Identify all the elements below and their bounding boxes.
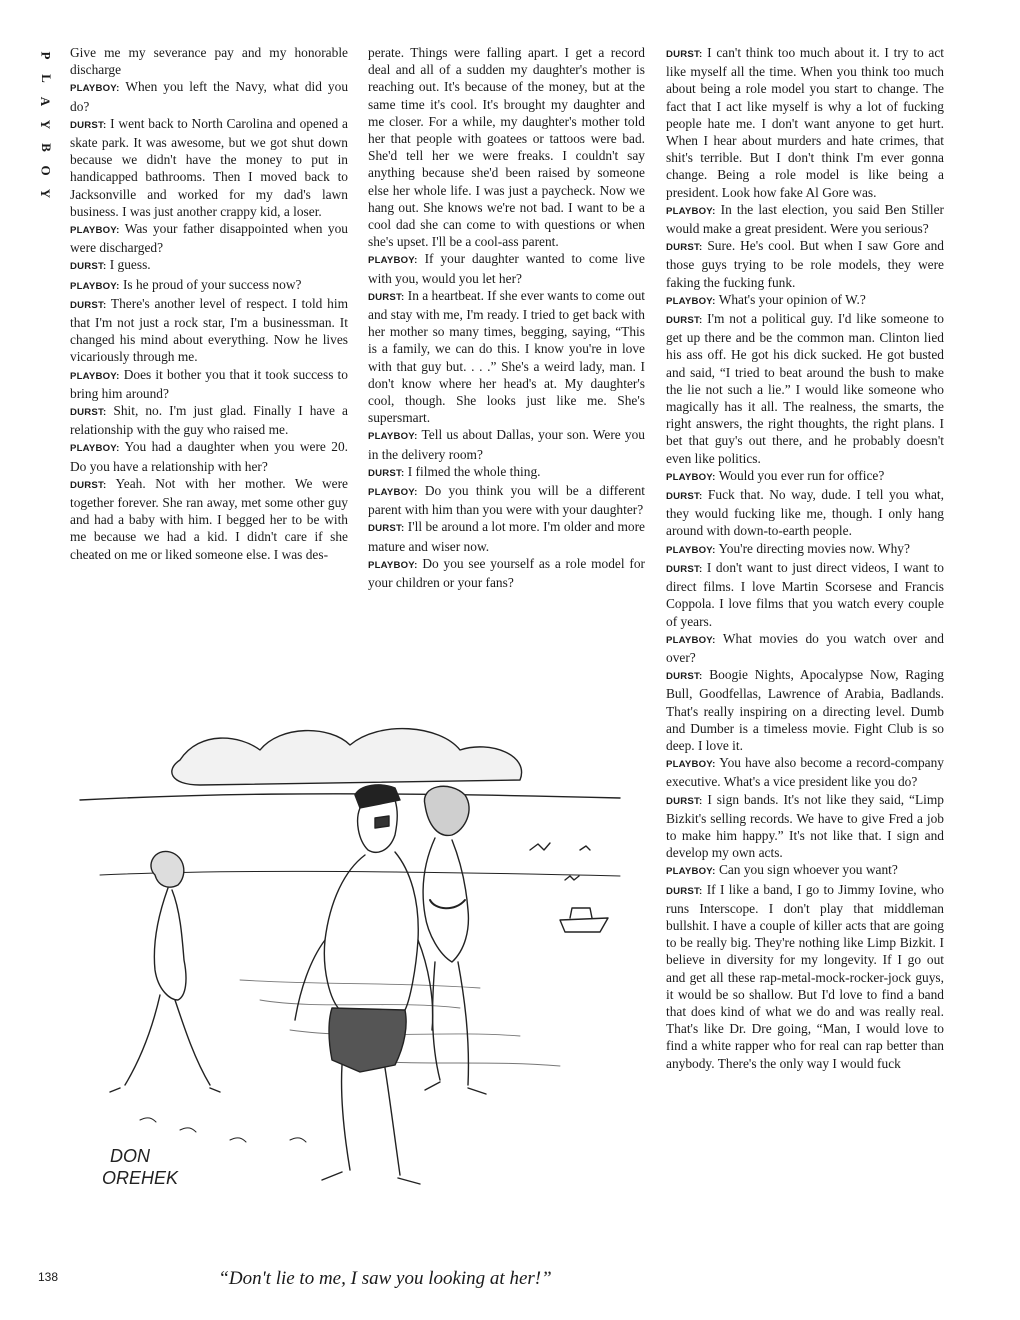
interview-paragraph: [368, 463, 645, 482]
speaker-label: PLAYBOY:: [70, 280, 120, 292]
cartoon-illustration: [60, 700, 645, 1230]
interview-paragraph: [368, 287, 645, 427]
paragraph-text: You have also become a record-company executive. What's a vice president like you do?: [666, 755, 945, 790]
masthead-letter: P: [38, 51, 54, 60]
speaker-label: PLAYBOY:: [70, 83, 120, 95]
paragraph-text: Boogie Nights, Apocalypse Now, Raging Bull, Goodfellas, Lawrence of Arabia, Badlands. That's really inspiring on a directing level. Dumb and Dumber is a timeless movie. Fight Club is so deep. I love it.: [666, 667, 944, 753]
horizon-line: [80, 794, 620, 800]
interview-paragraph: [70, 276, 348, 295]
interview-paragraph: [666, 630, 944, 666]
man-figure: [295, 785, 433, 1184]
speaker-label: DURST:: [70, 479, 107, 491]
speaker-label: PLAYBOY:: [368, 559, 418, 571]
speaker-label: DURST:: [666, 491, 703, 503]
interview-paragraph: [368, 482, 645, 518]
speaker-label: DURST:: [666, 563, 703, 575]
masthead-vertical: [36, 44, 56, 205]
speaker-label: DURST:: [666, 671, 703, 683]
paragraph-text: I can't think too much about it. I try to act like myself all the time. When you think too much about being a role model you start to change. The fact that I act like myself is why a lot of fucking people hate me. I don't want anyone to get hurt. When I hear about murders and hate crimes, that shit's terrible. But I don't think I'm ever gonna change. Being a role model is like being a president. Look how fake Al Gore was.: [666, 45, 944, 200]
interview-paragraph: [70, 402, 348, 438]
paragraph-text: Shit, no. I'm just glad. Finally I have a relationship with the guy who raised me.: [70, 403, 348, 438]
interview-paragraph: [70, 438, 348, 474]
speaker-label: DURST:: [368, 523, 405, 535]
paragraph-text: perate. Things were falling apart. I get a record deal and all of a sudden my daughter's mother is reaching out. It's because of the money, but at the same time it's cool. It's brought my daughter and me closer. For a while, my daughter's mother told her that people with goatees or tattoos were bad. She'd tell her we were freaks. I couldn't say anything because she'd been raised by someone else her whole life. I was just a paycheck. Now we hang out. She knows we're not bad. I want to be a cool dad she can come to with questions or when she's upset. I'll be a cool-ass parent.: [368, 45, 645, 250]
masthead-letter: A: [38, 96, 54, 107]
paragraph-text: You're directing movies now. Why?: [718, 540, 910, 556]
speaker-label: PLAYBOY:: [70, 225, 120, 237]
paragraph-text: What movies do you watch over and over?: [666, 630, 944, 665]
artist-signature: DON: [110, 1146, 150, 1166]
speaker-label: PLAYBOY:: [368, 431, 418, 443]
paragraph-text: I guess.: [109, 257, 151, 273]
paragraph-text: Does it bother you that it took success to bring him around?: [70, 366, 348, 401]
interview-paragraph: [70, 366, 348, 402]
speaker-label: DURST:: [666, 242, 703, 254]
interview-paragraph: [666, 861, 944, 880]
paragraph-text: Was your father disappointed when you were discharged?: [70, 221, 348, 256]
paragraph-text: In a heartbeat. If she ever wants to come out and stay with me, I'm ready. I tried to get back with her mother so many times, begging, saying, “This is a family, we can do this. I know you're in love with that guy but. . . .” She's a weird lady, man. I don't know where her head's at. My daughter's cool, though. She looks just like me. She's supersmart.: [368, 287, 645, 426]
masthead-letter: Y: [38, 188, 54, 199]
interview-paragraph: [666, 291, 944, 310]
interview-paragraph: [666, 237, 944, 291]
speaker-label: PLAYBOY:: [666, 295, 716, 307]
interview-paragraph: [70, 295, 348, 366]
masthead-letter: Y: [38, 119, 54, 130]
speaker-label: PLAYBOY:: [70, 443, 120, 455]
paragraph-text: Yeah. Not with her mother. We were together forever. She ran away, met some other guy and had a baby with him. I begged her to be with me because we had a kid. I didn't care if she cheated on me or liked someone else. I was des-: [70, 475, 349, 562]
artist-signature: OREHEK: [102, 1168, 179, 1188]
masthead-letter: O: [38, 165, 54, 176]
paragraph-text: Is he proud of your success now?: [122, 276, 302, 292]
speaker-label: PLAYBOY:: [666, 471, 716, 483]
paragraph-text: Sure. He's cool. But when I saw Gore and those guys trying to be role models, they were faking the fucking funk.: [666, 238, 944, 290]
speaker-label: PLAYBOY:: [368, 255, 418, 267]
interview-paragraph: [70, 256, 348, 275]
page-number: 138: [38, 1270, 59, 1284]
cartoon-caption: “Don't lie to me, I saw you looking at her!”: [218, 1268, 552, 1289]
interview-paragraph: [666, 881, 944, 1072]
interview-paragraph: [368, 518, 645, 554]
paragraph-text: If your daughter wanted to come live with you, would you let her?: [368, 251, 645, 286]
interview-paragraph: [666, 666, 944, 754]
speaker-label: DURST:: [666, 885, 703, 897]
speaker-label: PLAYBOY:: [666, 634, 716, 646]
speaker-label: PLAYBOY:: [666, 205, 716, 217]
paragraph-text: Can you sign whoever you want?: [718, 862, 898, 878]
interview-paragraph: [368, 426, 645, 462]
paragraph-text: Do you think you will be a different parent with him than you were with your daughter?: [368, 483, 645, 518]
article-column-3: [666, 44, 944, 1072]
paragraph-text: Fuck that. No way, dude. I tell you what, they would fucking like me, though. I only hang around with down-to-earth people.: [666, 487, 944, 539]
paragraph-text: I'm not a political guy. I'd like someone to get up there and be the common man. Clinton lied his ass off. He got his dick sucked. He got busted and said, “I tried to beat around the bush to make the lie not such a lie.” I would like someone who magically has it all. The realness, the smarts, the right answers, the right thoughts, the right plans. I bet that guy's out there, and he probably doesn't even like politics.: [666, 311, 944, 466]
boat: [560, 908, 608, 932]
article-column-2: [368, 44, 645, 591]
paragraph-text: If I like a band, I go to Jimmy Iovine, who runs Interscope. I don't play that middleman bullshit. I have a couple of killer acts that are going to be really big. They're nothing like Limp Bizkit. I believe in diversity for my longevity. If I go out and get all these rap-metal-mock-rocker-jock guys, it would be so shallow. But I'd love to find a band that does kind of what we do and was really real. That's like Dr. Dre going, “Man, I would love to find a white rapper who for real can rap better than anybody. There's the only way I would fuck: [666, 881, 944, 1071]
interview-paragraph: [70, 220, 348, 256]
speaker-label: DURST:: [368, 291, 405, 303]
paragraph-text: Would you ever run for office?: [718, 467, 885, 483]
clouds: [172, 729, 522, 785]
speaker-label: PLAYBOY:: [666, 544, 716, 556]
speaker-label: DURST:: [70, 299, 107, 311]
paragraph-text: I went back to North Carolina and opened a skate park. It was awesome, but we got shut down because we didn't have the money to put in handicapped bathrooms. Then I moved back to Jacksonville and worked for my dad's lawn business. I was just another crappy kid, a loser.: [70, 115, 348, 219]
paragraph-text: I filmed the whole thing.: [407, 463, 541, 479]
woman-figure: [423, 786, 486, 1094]
paragraph-text: Do you see yourself as a role model for your children or your fans?: [368, 555, 645, 591]
paragraph-text: You had a daughter when you were 20. Do you have a relationship with her?: [70, 439, 348, 474]
interview-paragraph: [666, 540, 944, 559]
interview-paragraph: [368, 44, 645, 250]
interview-paragraph: [70, 115, 348, 220]
interview-paragraph: [666, 467, 944, 486]
interview-paragraph: [666, 201, 944, 237]
paragraph-text: I'll be around a lot more. I'm older and more mature and wiser now.: [368, 519, 645, 554]
paragraph-text: There's another level of respect. I told him that I'm not just a rock star, I'm a businessman. It changed his mind about everything. Now he lives vicariously through me.: [70, 295, 348, 365]
interview-paragraph: [70, 78, 348, 114]
paragraph-text: In the last election, you said Ben Stiller would make a great president. Were you serious?: [666, 201, 944, 237]
speaker-label: DURST:: [666, 315, 703, 327]
speaker-label: PLAYBOY:: [70, 370, 120, 382]
paragraph-text: I sign bands. It's not like they said, “Limp Bizkit's selling records. We have to give Fred a job to make him happy.” It's not like that. I sign and develop my own acts.: [666, 791, 944, 861]
interview-paragraph: [666, 754, 944, 790]
masthead-letter: B: [38, 143, 54, 152]
interview-paragraph: [666, 559, 944, 630]
interview-paragraph: [666, 791, 944, 862]
interview-paragraph: [666, 310, 944, 467]
paragraph-text: When you left the Navy, what did you do?: [70, 79, 349, 114]
interview-paragraph: [666, 44, 944, 201]
walking-woman: [110, 851, 220, 1092]
speaker-label: PLAYBOY:: [666, 759, 716, 771]
speaker-label: DURST:: [70, 407, 107, 419]
seagull: [530, 843, 550, 850]
interview-paragraph: [368, 555, 645, 591]
speaker-label: PLAYBOY:: [368, 487, 418, 499]
interview-paragraph: [368, 250, 645, 286]
interview-paragraph: [70, 475, 348, 563]
speaker-label: DURST:: [70, 261, 107, 273]
speaker-label: DURST:: [666, 49, 703, 60]
speaker-label: DURST:: [70, 119, 107, 131]
paragraph-text: What's your opinion of W.?: [718, 291, 866, 307]
speaker-label: PLAYBOY:: [666, 866, 716, 878]
paragraph-text: I don't want to just direct videos, I want to direct films. I love Martin Scorsese and Francis Coppola. I love films that you watch every couple of years.: [666, 559, 944, 629]
speaker-label: DURST:: [368, 467, 405, 479]
interview-paragraph: [666, 486, 944, 540]
article-column-1: [70, 44, 348, 563]
paragraph-text: Tell us about Dallas, your son. Were you in the delivery room?: [368, 427, 646, 462]
interview-paragraph: [70, 44, 348, 78]
speaker-label: DURST:: [666, 795, 703, 807]
masthead-letter: L: [38, 74, 54, 83]
paragraph-text: Give me my severance pay and my honorable discharge: [70, 45, 348, 78]
